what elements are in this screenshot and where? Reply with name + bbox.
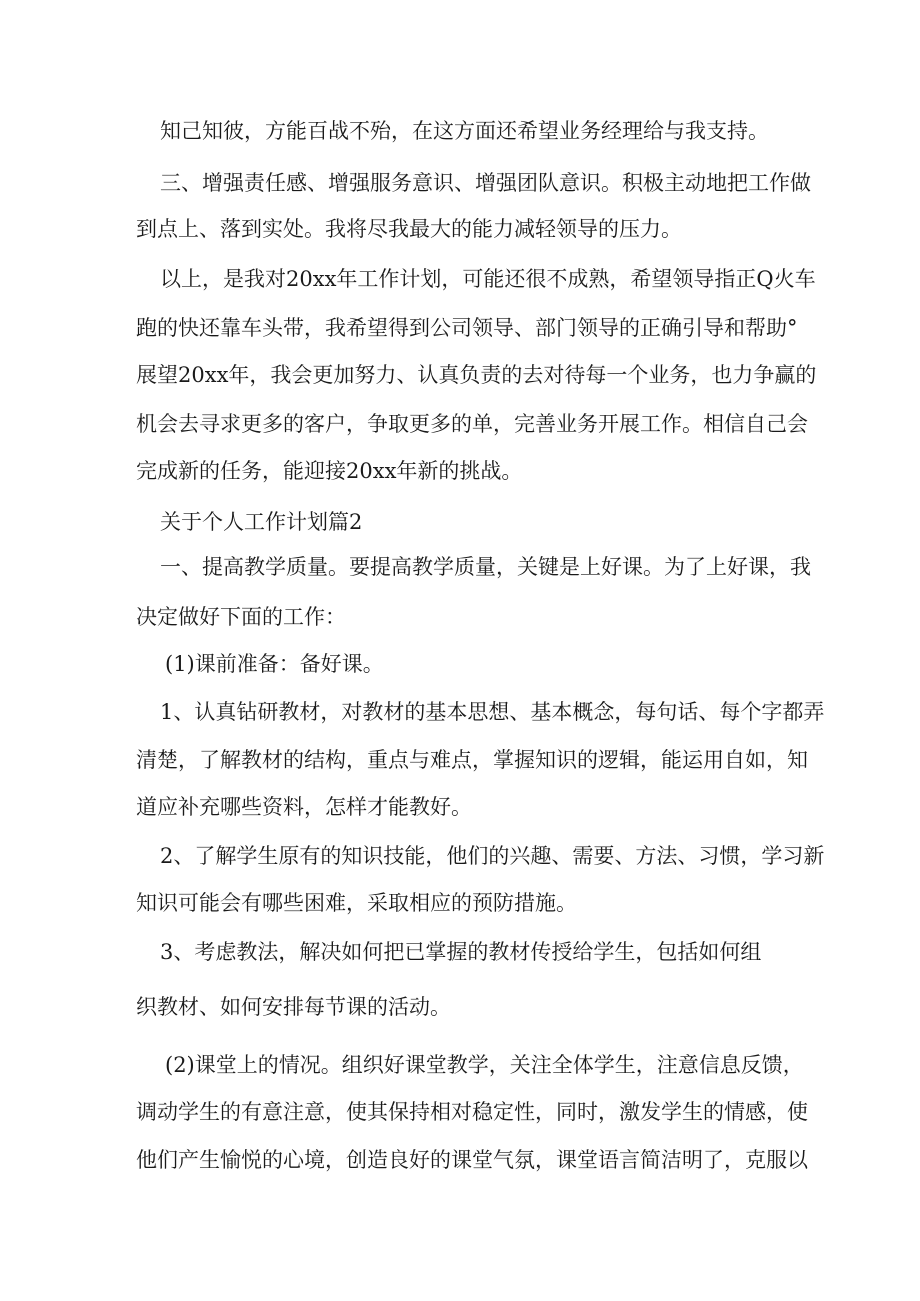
body-text-line: 清楚，了解教材的结构，重点与难点，掌握知识的逻辑，能运用自如，知 bbox=[136, 748, 808, 772]
body-text-line: 到点上、落到实处。我将尽我最大的能力减轻领导的压力。 bbox=[136, 217, 682, 241]
body-text-line: 1、认真钻研教材，对教材的基本思想、基本概念，每句话、每个字都弄 bbox=[160, 700, 825, 724]
body-text-line: 完成新的任务，能迎接20xx年新的挑战。 bbox=[136, 459, 523, 483]
body-text-line: (1)课前准备：备好课。 bbox=[165, 652, 384, 676]
section-heading: 关于个人工作计划篇2 bbox=[160, 510, 363, 534]
body-text-line: 他们产生愉悦的心境，创造良好的课堂气氛，课堂语言简洁明了，克服以 bbox=[136, 1148, 808, 1172]
body-text-line: 三、增强责任感、增强服务意识、增强团队意识。积极主动地把工作做 bbox=[160, 171, 811, 195]
body-text-line: 跑的快还靠车头带，我希望得到公司领导、部门领导的正确引导和帮助° bbox=[136, 316, 798, 340]
body-text-line: 2、了解学生原有的知识技能，他们的兴趣、需要、方法、习惯，学习新 bbox=[160, 844, 825, 868]
body-text-line: 3、考虑教法，解决如何把已掌握的教材传授给学生，包括如何组 bbox=[160, 940, 762, 964]
body-text-line: 机会去寻求更多的客户，争取更多的单，完善业务开展工作。相信自己会 bbox=[136, 412, 808, 436]
body-text-line: 展望20xx年，我会更加努力、认真负责的去对待每一个业务，也力争赢的 bbox=[136, 363, 817, 387]
body-text-line: 一、提高教学质量。要提高教学质量，关键是上好课。为了上好课，我 bbox=[160, 555, 811, 579]
body-text-line: 道应补充哪些资料，怎样才能教好。 bbox=[136, 795, 472, 819]
body-text-line: 知己知彼，方能百战不殆，在这方面还希望业务经理给与我支持。 bbox=[160, 119, 769, 143]
body-text-line: 决定做好下面的工作： bbox=[136, 605, 346, 629]
body-text-line: (2)课堂上的情况。组织好课堂教学，关注全体学生，注意信息反馈， bbox=[165, 1053, 804, 1077]
body-text-line: 织教材、如何安排每节课的活动。 bbox=[136, 995, 451, 1019]
body-text-line: 知识可能会有哪些困难，采取相应的预防措施。 bbox=[136, 891, 577, 915]
body-text-line: 调动学生的有意注意，使其保持相对稳定性，同时，激发学生的情感，使 bbox=[136, 1100, 808, 1124]
body-text-line: 以上，是我对20xx年工作计划，可能还很不成熟，希望领导指正Q火车 bbox=[160, 267, 816, 291]
